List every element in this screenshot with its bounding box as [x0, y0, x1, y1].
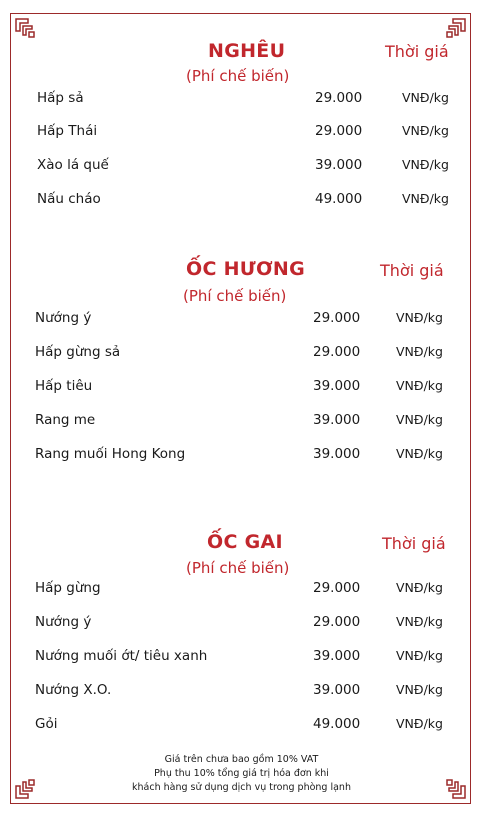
- item-name: Hấp gừng: [35, 580, 101, 596]
- corner-ornament-icon: [441, 17, 467, 43]
- item-name: Rang muối Hong Kong: [35, 446, 186, 462]
- item-price: 29.000: [315, 90, 363, 106]
- menu-item: [0, 307, 483, 329]
- menu-item: [0, 443, 483, 465]
- menu-item: [0, 375, 483, 397]
- item-price: 29.000: [313, 344, 361, 360]
- item-price: 29.000: [313, 580, 361, 596]
- section-subtitle: (Phí chế biến): [183, 287, 287, 305]
- item-unit: VNĐ/kg: [396, 412, 443, 427]
- item-unit: VNĐ/kg: [402, 191, 449, 206]
- item-name: Hấp Thái: [37, 123, 98, 139]
- menu-item: [0, 679, 483, 701]
- item-price: 29.000: [313, 310, 361, 326]
- menu-footer-note: [0, 753, 483, 795]
- footer-line: khách hàng sử dụng dịch vụ trong phòng lạnh: [132, 782, 351, 793]
- section-price-header: Thời giá: [385, 42, 449, 61]
- item-price: 39.000: [313, 378, 361, 394]
- section-title: ỐC HƯƠNG: [186, 258, 305, 280]
- item-unit: VNĐ/kg: [402, 157, 449, 172]
- menu-item: [0, 188, 483, 210]
- item-name: Hấp gừng sả: [35, 344, 121, 360]
- section-subtitle: (Phí chế biến): [186, 559, 290, 577]
- item-name: Nướng ý: [35, 614, 92, 630]
- item-price: 29.000: [315, 123, 363, 139]
- menu-item: [0, 611, 483, 633]
- item-price: 39.000: [313, 412, 361, 428]
- item-unit: VNĐ/kg: [396, 446, 443, 461]
- section-title: ỐC GAI: [207, 531, 283, 553]
- item-unit: VNĐ/kg: [396, 344, 443, 359]
- item-unit: VNĐ/kg: [396, 580, 443, 595]
- menu-item: [0, 87, 483, 109]
- item-unit: VNĐ/kg: [402, 123, 449, 138]
- item-name: Hấp sả: [37, 90, 84, 106]
- item-name: Nướng X.O.: [35, 682, 112, 698]
- item-price: 49.000: [315, 191, 363, 207]
- menu-item: [0, 120, 483, 142]
- item-name: Nướng muối ớt/ tiêu xanh: [35, 648, 208, 664]
- item-price: 39.000: [313, 682, 361, 698]
- item-price: 39.000: [313, 446, 361, 462]
- item-unit: VNĐ/kg: [396, 682, 443, 697]
- item-price: 39.000: [313, 648, 361, 664]
- item-unit: VNĐ/kg: [396, 310, 443, 325]
- item-price: 49.000: [313, 716, 361, 732]
- corner-ornament-icon: [14, 17, 40, 43]
- item-unit: VNĐ/kg: [396, 378, 443, 393]
- section-price-header: Thời giá: [380, 261, 444, 280]
- section-title: NGHÊU: [208, 40, 286, 62]
- item-unit: VNĐ/kg: [396, 614, 443, 629]
- item-unit: VNĐ/kg: [396, 648, 443, 663]
- item-unit: VNĐ/kg: [396, 716, 443, 731]
- item-name: Nướng ý: [35, 310, 92, 326]
- item-name: Hấp tiêu: [35, 378, 93, 394]
- item-name: Rang me: [35, 412, 96, 428]
- menu-item: [0, 154, 483, 176]
- menu-item: [0, 577, 483, 599]
- menu-item: [0, 409, 483, 431]
- menu-item: [0, 713, 483, 735]
- menu-item: [0, 341, 483, 363]
- item-name: Gỏi: [35, 716, 58, 732]
- section-price-header: Thời giá: [382, 534, 446, 553]
- item-price: 29.000: [313, 614, 361, 630]
- footer-line: Giá trên chưa bao gồm 10% VAT: [164, 754, 319, 765]
- item-name: Nấu cháo: [37, 191, 101, 207]
- item-unit: VNĐ/kg: [402, 90, 449, 105]
- menu-item: [0, 645, 483, 667]
- item-price: 39.000: [315, 157, 363, 173]
- item-name: Xào lá quế: [37, 157, 109, 173]
- section-subtitle: (Phí chế biến): [186, 67, 290, 85]
- footer-line: Phụ thu 10% tổng giá trị hóa đơn khi: [154, 768, 329, 779]
